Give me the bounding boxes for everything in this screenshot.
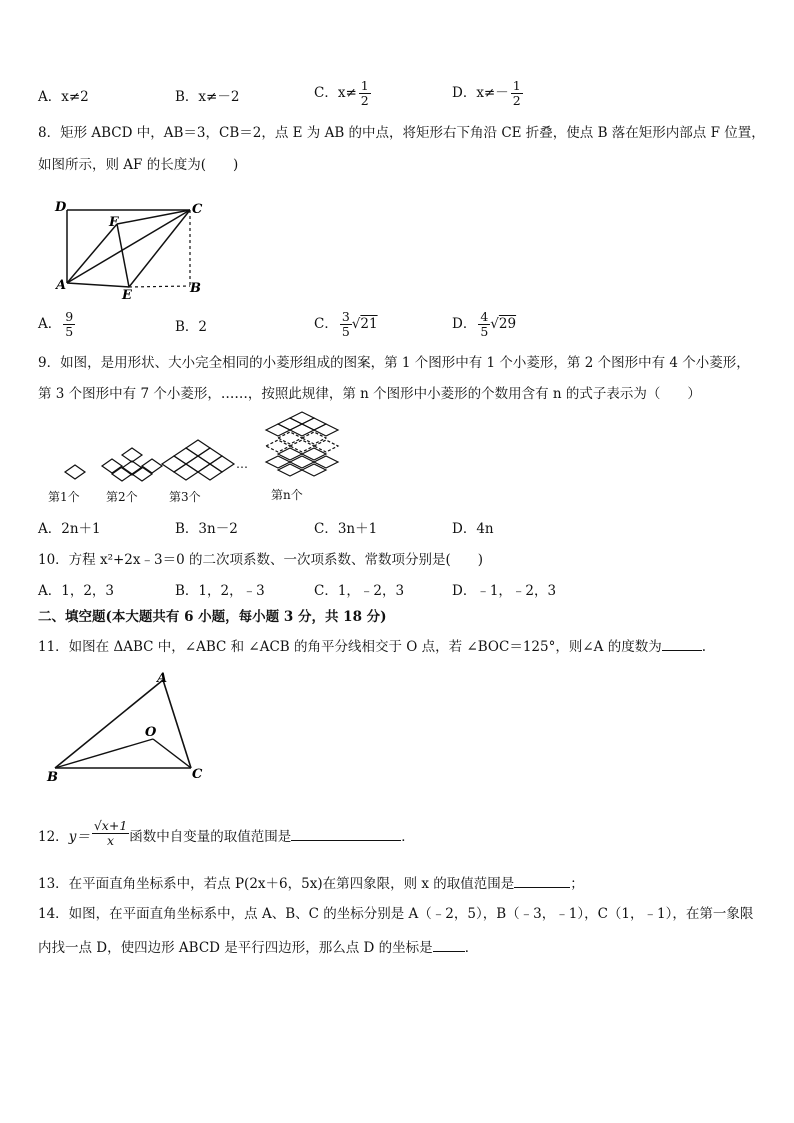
q9-caption-n: 第n个 — [271, 488, 303, 502]
q8-text-line2: 如图所示，则 AF 的长度为( ) — [38, 157, 239, 173]
q7-option-a: A．x≠2 — [38, 89, 89, 105]
q7-option-d: D．x≠－ $\frac{1}{2}$ — [452, 78, 521, 108]
q10-option-d: D．﹣1，﹣2，3 — [452, 583, 557, 599]
q9-caption-2: 第2个 — [106, 490, 138, 504]
q8-label-b: B — [190, 281, 201, 296]
q9-caption-1: 第1个 — [48, 490, 80, 504]
q8-text-line1: 8．矩形 ABCD 中，AB＝3，CB＝2，点 E 为 AB 的中点，将矩形右下角沿 CE 折叠，使点 B 落在矩形内部点 F 位置， — [38, 125, 765, 141]
q10-option-b: B．1，2，﹣3 — [175, 583, 265, 599]
q8-label-a: A — [56, 278, 67, 293]
q9-figure2-rhombi — [102, 448, 162, 481]
q8-label-f: F — [109, 215, 119, 230]
q9-figuren-rhombi — [266, 412, 338, 476]
q8-option-c: C． $\frac{3}{5}$ √21 — [314, 309, 378, 339]
q7-option-c: C．x≠ $\frac{1}{2}$ — [314, 78, 369, 108]
q12-text-line1: 12．y＝ $\frac{√x+1}{x}$ 函数中自变量的取值范围是 ． — [38, 818, 415, 848]
q9-option-d: D．4n — [452, 521, 494, 537]
q8-label-d: D — [55, 200, 67, 215]
q11-text-line1: 11．如图在 ΔABC 中，∠ABC 和 ∠ACB 的角平分线相交于 O 点，若 ∠BOC＝125°，则∠A 的度数为 . — [38, 636, 706, 656]
q9-figure3-rhombi — [162, 440, 234, 480]
q9-text-line2: 第 3 个图形中有 7 个小菱形，……，按照此规律，第 n 个图形中小菱形的个数用含有 n 的式子表示为（ ） — [38, 386, 701, 402]
q11-label-c: C — [192, 767, 203, 782]
q9-caption-3: 第3个 — [169, 490, 201, 504]
q8-option-a: A． $\frac{9}{5}$ — [38, 309, 74, 339]
q11-answer-blank — [662, 636, 702, 651]
q14-answer-blank — [433, 937, 465, 952]
q9-figure1-rhombus — [65, 465, 85, 479]
section-fill-in-heading: 二、填空题(本大题共有 6 小题，每小题 3 分，共 18 分) — [38, 609, 387, 625]
q8-label-e: E — [122, 288, 132, 303]
q11-triangle-figure — [45, 668, 215, 788]
q12-answer-blank — [291, 826, 401, 841]
q14-text-line2: 内找一点 D，使四边形 ABCD 是平行四边形，那么点 D 的坐标是 ． — [38, 937, 478, 957]
q8-rectangle-figure — [45, 195, 215, 305]
q14-text-line1: 14．如图，在平面直角坐标系中，点 A、B、C 的坐标分别是 A（﹣2，5），B（﹣3，﹣1），C（1，﹣1），在第一象限 — [38, 906, 754, 922]
q11-label-a: A — [157, 671, 168, 686]
q9-text-line1: 9．如图，是用形状、大小完全相同的小菱形组成的图案，第 1 个图形中有 1 个小菱形，第 2 个图形中有 4 个小菱形， — [38, 355, 750, 371]
q10-text-line1: 10．方程 x²+2x﹣3＝0 的二次项系数、一次项系数、常数项分别是( ) — [38, 552, 484, 568]
q9-option-a: A．2n＋1 — [38, 521, 101, 537]
q13-text-line1: 13．在平面直角坐标系中，若点 P(2x＋6，5x)在第四象限，则 x 的取值范围是 ； — [38, 873, 584, 893]
q10-option-a: A．1，2，3 — [38, 583, 115, 599]
q9-option-b: B．3n－2 — [175, 521, 238, 537]
q10-option-c: C．1，﹣2，3 — [314, 583, 405, 599]
q8-label-c: C — [192, 202, 203, 217]
q11-label-b: B — [47, 770, 58, 785]
q9-rhombus-patterns — [40, 410, 340, 492]
q9-ellipsis: … — [236, 457, 248, 471]
q7-option-b: B．x≠－2 — [175, 89, 240, 105]
q13-answer-blank — [514, 873, 570, 888]
q11-label-o: O — [145, 725, 157, 740]
q8-option-b: B．2 — [175, 319, 208, 335]
q9-option-c: C．3n＋1 — [314, 521, 378, 537]
q8-option-d: D． $\frac{4}{5}$ √29 — [452, 309, 517, 339]
